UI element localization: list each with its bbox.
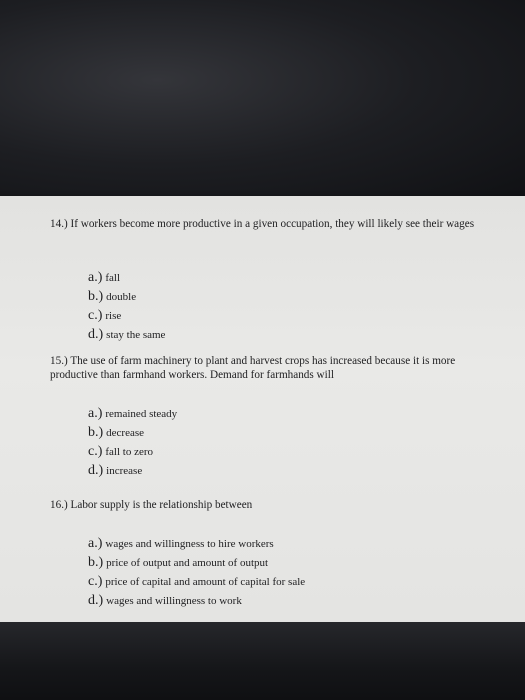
option-b xyxy=(88,552,305,571)
option-letter: c.) xyxy=(88,308,103,323)
option-text: stay the same xyxy=(106,329,166,341)
option-letter: b.) xyxy=(88,289,104,304)
dark-background-bottom xyxy=(0,622,525,700)
question-prompt: The use of farm machinery to plant and harvest crops has increased because it is more productive than farmhand workers. Demand for farmhands will xyxy=(50,355,456,381)
option-letter: a.) xyxy=(88,270,103,285)
option-letter: d.) xyxy=(88,593,104,608)
option-d xyxy=(88,460,177,479)
question-prompt: If workers become more productive in a given occupation, they will likely see their wages xyxy=(70,218,475,230)
option-c xyxy=(88,441,177,460)
option-text: fall xyxy=(105,272,121,284)
question-16-text xyxy=(50,499,490,513)
option-text: wages and willingness to work xyxy=(106,595,242,607)
worksheet-page xyxy=(0,196,525,624)
option-a xyxy=(88,267,165,286)
option-text: fall to zero xyxy=(105,446,154,458)
option-c xyxy=(88,305,165,324)
option-text: rise xyxy=(105,310,122,322)
option-letter: d.) xyxy=(88,327,104,342)
question-number: 15.) xyxy=(50,355,68,367)
question-14-options xyxy=(88,267,165,343)
option-text: decrease xyxy=(106,427,145,439)
question-number: 14.) xyxy=(50,218,68,230)
question-14-text xyxy=(50,218,490,232)
question-16-options xyxy=(88,533,305,609)
option-text: price of capital and amount of capital for sale xyxy=(105,576,306,588)
option-letter: c.) xyxy=(88,444,103,459)
option-text: price of output and amount of output xyxy=(106,557,269,569)
question-number: 16.) xyxy=(50,499,68,511)
option-letter: a.) xyxy=(88,536,103,551)
option-b xyxy=(88,286,165,305)
option-c xyxy=(88,571,305,590)
option-letter: b.) xyxy=(88,555,104,570)
question-15-text xyxy=(50,355,490,382)
option-letter: c.) xyxy=(88,574,103,589)
option-text: double xyxy=(106,291,137,303)
option-a xyxy=(88,533,305,552)
option-text: wages and willingness to hire workers xyxy=(105,538,274,550)
option-d xyxy=(88,590,305,609)
question-15-options xyxy=(88,403,177,479)
question-prompt: Labor supply is the relationship between xyxy=(70,499,253,511)
option-b xyxy=(88,422,177,441)
option-letter: d.) xyxy=(88,463,104,478)
option-letter: b.) xyxy=(88,425,104,440)
option-d xyxy=(88,324,165,343)
option-text: remained steady xyxy=(105,408,178,420)
option-letter: a.) xyxy=(88,406,103,421)
dark-background-top xyxy=(0,0,525,200)
option-text: increase xyxy=(106,465,143,477)
option-a xyxy=(88,403,177,422)
